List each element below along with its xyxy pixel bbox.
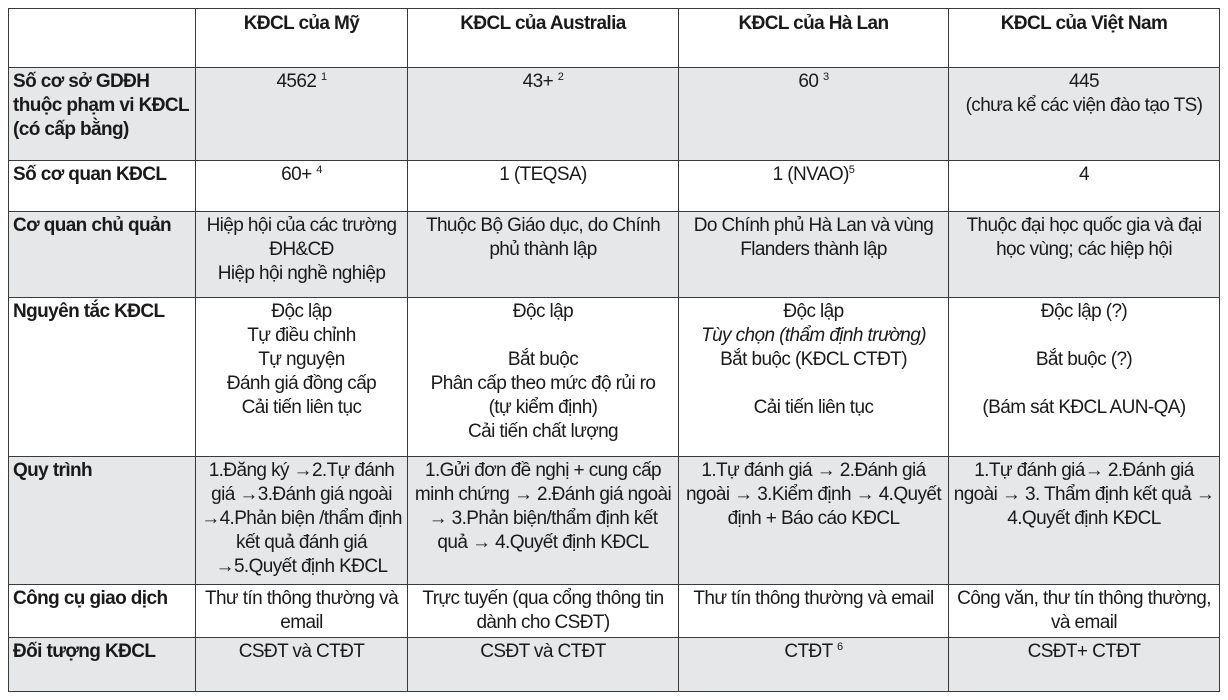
cell-governing-nl: Do Chính phủ Hà Lan và vùng Flanders thành lập — [679, 212, 949, 298]
cell-principles-au: Độc lập Bắt buộc Phân cấp theo mức độ rủi ro (tự kiểm định) Cải tiến chất lượng — [408, 298, 679, 457]
cell-institutions-vn: 445 (chưa kể các viện đào tạo TS) — [949, 68, 1220, 161]
cell-objects-au: CSĐT và CTĐT — [408, 638, 679, 692]
cell-process-au: 1.Gửi đơn đề nghị + cung cấp minh chứng → 2.Đánh giá ngoài → 3.Phản biện/thẩm định kết quả → 4.Quyết định KĐCL — [408, 457, 679, 585]
row-governing — [9, 212, 1220, 298]
cell-tools-nl: Thư tín thông thường và email — [679, 585, 949, 638]
cell-agencies-us: 60+ $^4$ — [196, 161, 408, 212]
cell-governing-vn: Thuộc đại học quốc gia và đại học vùng; các hiệp hội — [949, 212, 1220, 298]
cell-agencies-au: 1 (TEQSA) — [408, 161, 679, 212]
cell-process-us: 1.Đăng ký →2.Tự đánh giá →3.Đánh giá ngoài →4.Phản biện /thẩm định kết quả đánh giá →5.Quyết định KĐCL — [196, 457, 408, 585]
cell-principles-vn: Độc lập (?) Bắt buộc (?) (Bám sát KĐCL AUN-QA) — [949, 298, 1220, 457]
row-process — [9, 457, 1220, 585]
row-label-objects: Đối tượng KĐCL — [9, 638, 196, 692]
row-label-tools: Công cụ giao dịch — [9, 585, 196, 638]
row-label-process: Quy trình — [9, 457, 196, 585]
row-institutions — [9, 68, 1220, 161]
header-netherlands: KĐCL của Hà Lan — [679, 9, 949, 68]
cell-tools-au: Trực tuyến (qua cổng thông tin dành cho CSĐT) — [408, 585, 679, 638]
cell-principles-us: Độc lập Tự điều chỉnh Tự nguyện Đánh giá đồng cấp Cải tiến liên tục — [196, 298, 408, 457]
row-objects — [9, 638, 1220, 692]
row-principles — [9, 298, 1220, 457]
header-australia: KĐCL của Australia — [408, 9, 679, 68]
cell-governing-au: Thuộc Bộ Giáo dục, do Chính phủ thành lập — [408, 212, 679, 298]
cell-institutions-nl: 60 $^3$ — [679, 68, 949, 161]
header-corner — [9, 9, 196, 68]
cell-tools-vn: Công văn, thư tín thông thường, và email — [949, 585, 1220, 638]
comparison-table — [8, 8, 1220, 692]
cell-agencies-nl: 1 (NVAO)$^5$ — [679, 161, 949, 212]
header-us: KĐCL của Mỹ — [196, 9, 408, 68]
row-label-agencies: Số cơ quan KĐCL — [9, 161, 196, 212]
cell-tools-us: Thư tín thông thường và email — [196, 585, 408, 638]
cell-agencies-vn: 4 — [949, 161, 1220, 212]
cell-objects-nl: CTĐT $^6$ — [679, 638, 949, 692]
header-vietnam: KĐCL của Việt Nam — [949, 9, 1220, 68]
row-label-institutions: Số cơ sở GDĐH thuộc phạm vi KĐCL (có cấp bằng) — [9, 68, 196, 161]
row-tools — [9, 585, 1220, 638]
header-row — [9, 9, 1220, 68]
row-agencies — [9, 161, 1220, 212]
cell-governing-us: Hiệp hội của các trường ĐH&CĐ Hiệp hội nghề nghiệp — [196, 212, 408, 298]
cell-objects-us: CSĐT và CTĐT — [196, 638, 408, 692]
row-label-governing: Cơ quan chủ quản — [9, 212, 196, 298]
cell-institutions-us: 4562 $^1$ — [196, 68, 408, 161]
cell-principles-nl: Độc lập Tùy chọn (thẩm định trường) Bắt buộc (KĐCL CTĐT) Cải tiến liên tục — [679, 298, 949, 457]
cell-process-nl: 1.Tự đánh giá → 2.Đánh giá ngoài → 3.Kiểm định → 4.Quyết định + Báo cáo KĐCL — [679, 457, 949, 585]
cell-objects-vn: CSĐT+ CTĐT — [949, 638, 1220, 692]
cell-institutions-au: 43+ $^2$ — [408, 68, 679, 161]
row-label-principles: Nguyên tắc KĐCL — [9, 298, 196, 457]
cell-process-vn: 1.Tự đánh giá→ 2.Đánh giá ngoài → 3. Thẩm định kết quả → 4.Quyết định KĐCL — [949, 457, 1220, 585]
